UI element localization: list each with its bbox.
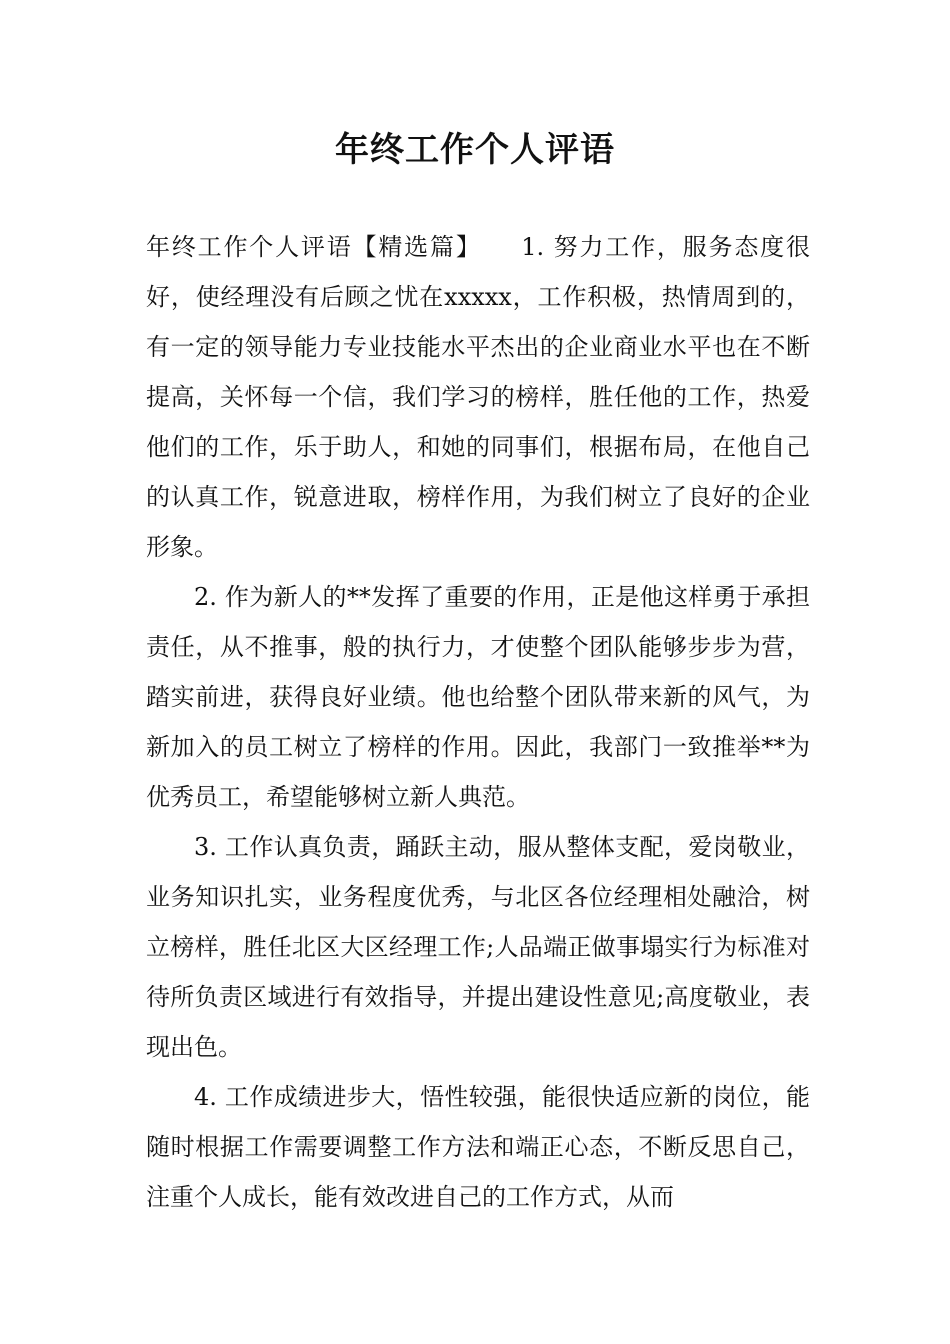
- paragraph-3: 3. 工作认真负责，踊跃主动，服从整体支配，爱岗敬业，业务知识扎实，业务程度优秀，与北区各位经理相处融洽，树立榜样，胜任北区大区经理工作;人品端正做事塌实行为标准对待所负责区域进行有效指导，并提出建设性意见;高度敬业，表现出色。: [146, 833, 810, 1061]
- paragraph-2: 2. 作为新人的**发挥了重要的作用，正是他这样勇于承担责任，从不推事，般的执行力，才使整个团队能够步步为营，踏实前进，获得良好业绩。他也给整个团队带来新的风气，为新加入的员工树立了榜样的作用。因此，我部门一致推举**为优秀员工，希望能够树立新人典范。: [146, 583, 810, 811]
- document-title: 年终工作个人评语: [335, 130, 615, 170]
- document-body: [146, 222, 810, 1222]
- paragraph-1: 年终工作个人评语【精选篇】 1. 努力工作，服务态度很好，使经理没有后顾之忧在xxxxx，工作积极，热情周到的，有一定的领导能力专业技能水平杰出的企业商业水平也在不断提高，关怀每一个信，我们学习的榜样，胜任他的工作，热爱他们的工作，乐于助人，和她的同事们，根据布局，在他自己的认真工作，锐意进取，榜样作用，为我们树立了良好的企业形象。: [146, 233, 810, 561]
- paragraph-4: 4. 工作成绩进步大，悟性较强，能很快适应新的岗位，能随时根据工作需要调整工作方法和端正心态，不断反思自己，注重个人成长，能有效改进自己的工作方式，从而: [146, 1083, 810, 1211]
